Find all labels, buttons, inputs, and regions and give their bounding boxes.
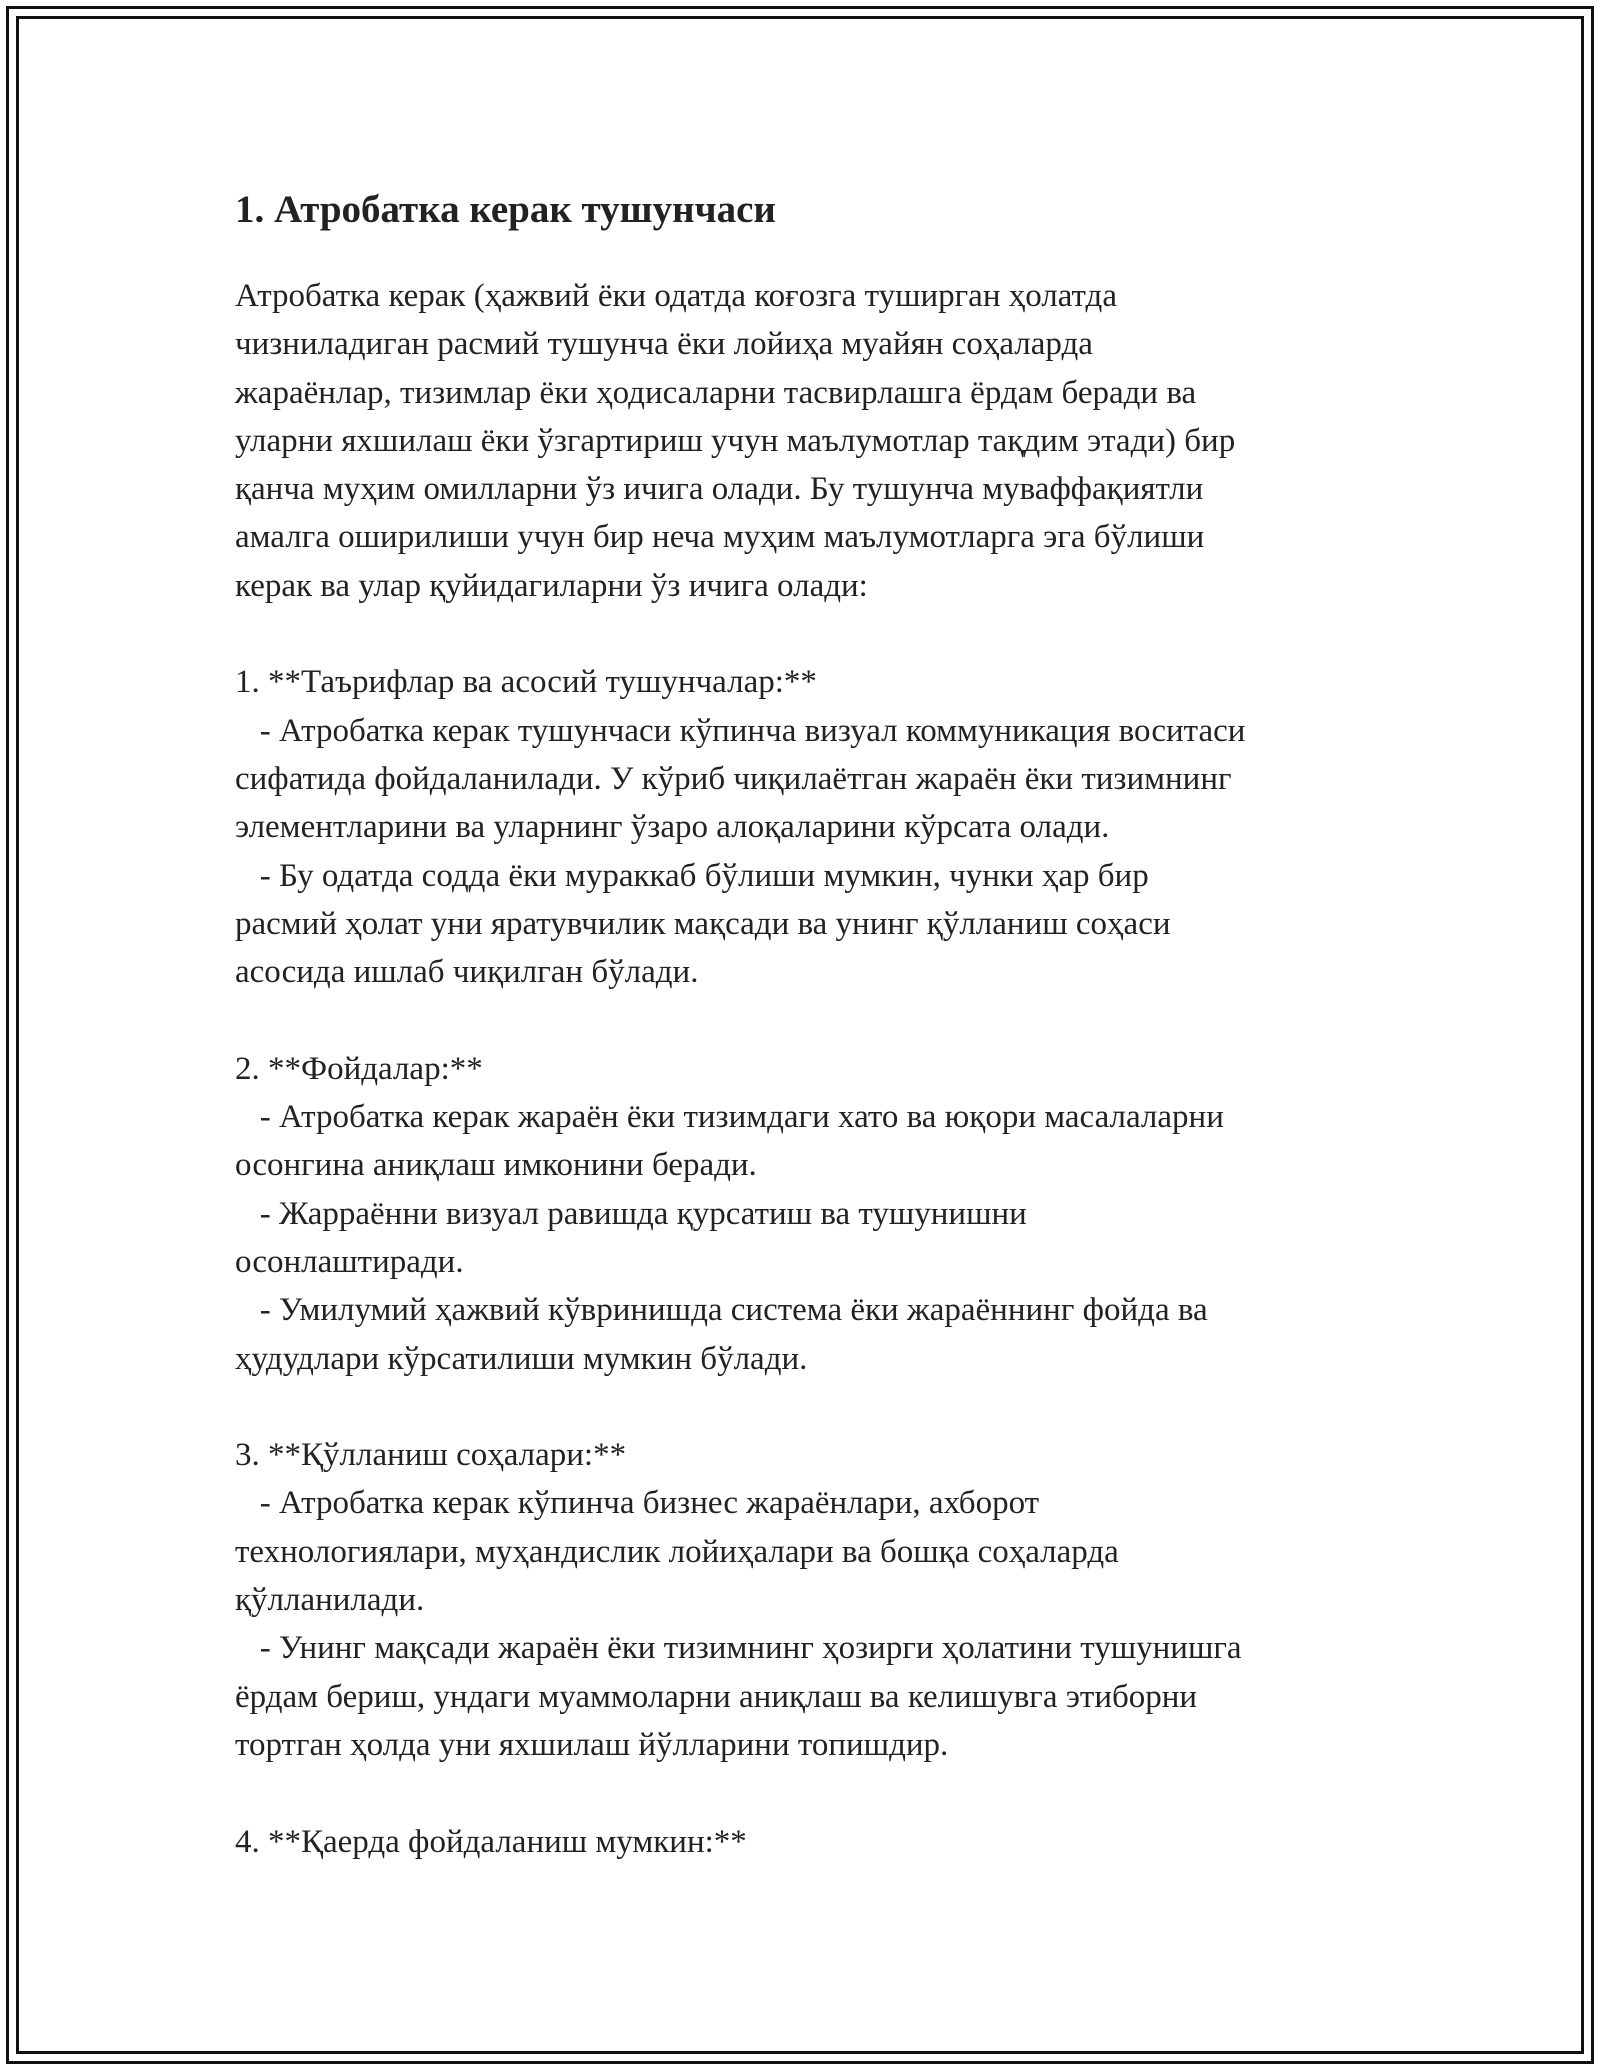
document-body: Атробатка керак (ҳажвий ёки одатда коғозга туширган ҳолатда чизниладиган расмий тушунча ёки лойиҳа муайян соҳаларда жараёнлар, тизимлар ёки ҳодисаларни тасвирлашга ёрдам беради ва уларни яхшилаш ёки ўзгартириш учун маълумотлар тақдим этади) бир қанча муҳим омилларни ўз ичига олади. Бу тушунча муваффақиятли амалга оширилиши учун бир неча муҳим маълумотларга эга бўлиши керак ва улар қуйидагиларни ўз ичига олади: 1. **Таърифлар ва асосий тушунчалар:** - Атробатка керак тушунчаси кўпинча визуал коммуникация воситаси сифатида фойдаланилади. У кўриб чиқилаётган жараён ёки тизимнинг элементларини ва уларнинг ўзаро алоқаларини кўрсата олади. - Бу одатда содда ёки мураккаб бўлиши мумкин, чунки ҳар бир расмий ҳолат уни яратувчилик мақсади ва унинг қўлланиш соҳаси асосида ишлаб чиқилган бўлади. 2. **Фойдалар:** - Атробатка керак жараён ёки тизимдаги хато ва юқори масалаларни осонгина аниқлаш имконини беради. - Жарраённи визуал равишда қурсатиш ва тушунишни осонлаштиради. - Умилумий ҳажвий кўвринишда система ёки жараённинг фойда ва ҳудудлари кўрсатилиши мумкин бўлади. 3. **Қўлланиш соҳалари:** - Атробатка керак кўпинча бизнес жараёнлари, ахборот технологиялари, муҳандислик лойиҳалари ва бошқа соҳаларда қўлланилади. - Унинг мақсади жараён ёки тизимнинг ҳозирги ҳолатини тушунишга ёрдам бериш, ундаги муаммоларни аниқлаш ва келишувга этиборни тортган ҳолда уни яхшилаш йўлларини топишдир. 4. **Қаерда фойдаланиш мумкин:** <box>235 278 1246 1860</box>
document-content <box>235 180 1385 1866</box>
document-title: 1. Атробатка керак тушунчаси <box>235 188 776 231</box>
